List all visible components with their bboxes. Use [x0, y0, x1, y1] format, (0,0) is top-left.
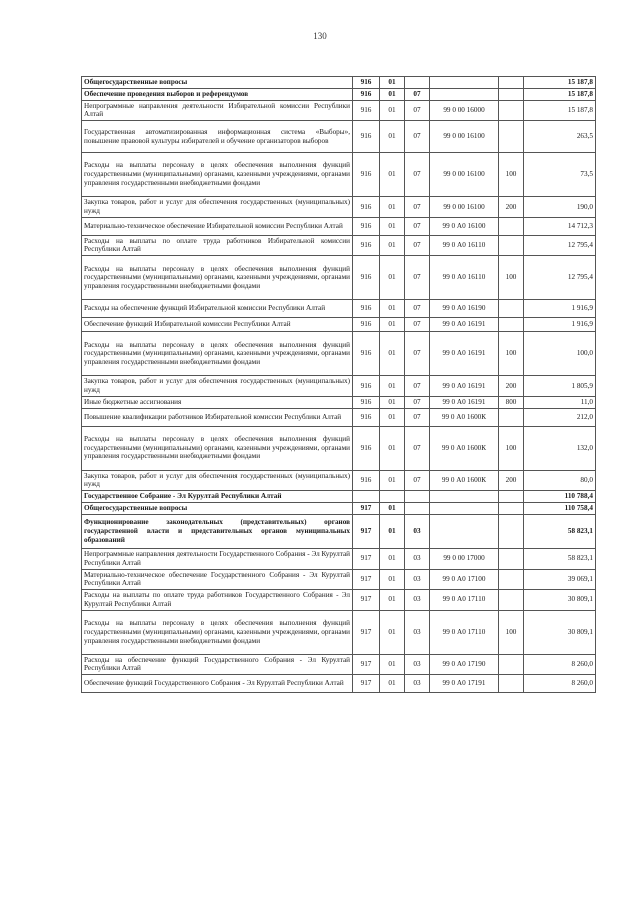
row-section-code: 01 [380, 332, 405, 376]
row-expense-type [499, 100, 524, 121]
row-target-code: 99 0 А0 17110 [430, 610, 499, 654]
row-target-code: 99 0 А0 1600К [430, 408, 499, 426]
row-name: Расходы на выплаты персоналу в целях обеспечения выполнения функций государственными (муниципальными) органами, казенными учреждениями, органами управления государственными внебюджетными фондами [82, 153, 353, 197]
row-target-code: 99 0 А0 16191 [430, 332, 499, 376]
row-name: Непрограммные направления деятельности Государственного Собрания - Эл Курултай Республики Алтай [82, 548, 353, 569]
row-expense-type [499, 77, 524, 89]
row-section-code [380, 491, 405, 503]
row-section-code: 01 [380, 675, 405, 693]
row-expense-type: 100 [499, 332, 524, 376]
row-target-code: 99 0 А0 1600К [430, 470, 499, 491]
row-subsection-code: 07 [405, 256, 430, 300]
row-ministry-code: 916 [353, 376, 380, 397]
row-target-code [430, 88, 499, 100]
table-row [82, 77, 596, 89]
row-ministry-code: 916 [353, 426, 380, 470]
row-subsection-code: 03 [405, 514, 430, 548]
row-amount: 263,5 [524, 121, 596, 153]
row-expense-type [499, 408, 524, 426]
page-number: 130 [313, 31, 327, 41]
row-amount: 15 187,8 [524, 100, 596, 121]
row-amount: 1 916,9 [524, 300, 596, 318]
row-subsection-code: 07 [405, 235, 430, 256]
row-name: Функционирование законодательных (представительных) органов государственной власти и представительных органов муниципальных образований [82, 514, 353, 548]
row-ministry-code: 916 [353, 470, 380, 491]
row-target-code [430, 503, 499, 515]
row-subsection-code: 07 [405, 121, 430, 153]
row-ministry-code: 916 [353, 256, 380, 300]
table-row [82, 569, 596, 590]
row-target-code: 99 0 00 16000 [430, 100, 499, 121]
row-name: Повышение квалификации работников Избирательной комиссии Республики Алтай [82, 408, 353, 426]
row-name: Материально-техническое обеспечение Государственного Собрания - Эл Курултай Республики Алтай [82, 569, 353, 590]
table-row [82, 470, 596, 491]
row-subsection-code: 07 [405, 332, 430, 376]
row-target-code: 99 0 А0 17110 [430, 590, 499, 611]
row-target-code: 99 0 А0 17191 [430, 675, 499, 693]
row-subsection-code: 07 [405, 408, 430, 426]
row-expense-type: 200 [499, 376, 524, 397]
row-subsection-code: 07 [405, 153, 430, 197]
row-subsection-code: 07 [405, 197, 430, 218]
row-name: Общегосударственные вопросы [82, 77, 353, 89]
row-expense-type: 800 [499, 396, 524, 408]
row-expense-type [499, 514, 524, 548]
row-ministry-code: 917 [353, 503, 380, 515]
row-amount: 190,0 [524, 197, 596, 218]
row-section-code: 01 [380, 590, 405, 611]
row-subsection-code: 03 [405, 610, 430, 654]
row-target-code [430, 491, 499, 503]
row-subsection-code: 07 [405, 300, 430, 318]
row-subsection-code: 07 [405, 470, 430, 491]
row-name: Расходы на выплаты по оплате труда работников Избирательной комиссии Республики Алтай [82, 235, 353, 256]
row-name: Расходы на выплаты персоналу в целях обеспечения выполнения функций государственными (муниципальными) органами, казенными учреждениями, органами управления государственными внебюджетными фондами [82, 256, 353, 300]
row-name: Обеспечение функций Избирательной комиссии Республики Алтай [82, 318, 353, 332]
row-name: Непрограммные направления деятельности Избирательной комиссии Республики Алтай [82, 100, 353, 121]
row-amount: 80,0 [524, 470, 596, 491]
table-row [82, 197, 596, 218]
row-name: Расходы на выплаты персоналу в целях обеспечения выполнения функций государственными (муниципальными) органами, казенными учреждениями, органами управления государственными внебюджетными фондами [82, 332, 353, 376]
row-target-code: 99 0 А0 16100 [430, 217, 499, 235]
row-name: Расходы на выплаты по оплате труда работников Государственного Собрания - Эл Курултай Республики Алтай [82, 590, 353, 611]
row-subsection-code [405, 491, 430, 503]
row-amount: 12 795,4 [524, 235, 596, 256]
row-section-code: 01 [380, 548, 405, 569]
row-target-code: 99 0 А0 17100 [430, 569, 499, 590]
table-row [82, 610, 596, 654]
row-target-code [430, 77, 499, 89]
row-target-code: 99 0 А0 16191 [430, 376, 499, 397]
row-target-code: 99 0 А0 1600К [430, 426, 499, 470]
row-expense-type [499, 318, 524, 332]
row-target-code [430, 514, 499, 548]
row-amount: 73,5 [524, 153, 596, 197]
row-amount: 110 758,4 [524, 503, 596, 515]
row-subsection-code: 03 [405, 675, 430, 693]
row-ministry-code: 916 [353, 235, 380, 256]
row-subsection-code: 03 [405, 590, 430, 611]
row-name: Закупка товаров, работ и услуг для обеспечения государственных (муниципальных) нужд [82, 470, 353, 491]
row-section-code: 01 [380, 77, 405, 89]
row-expense-type [499, 88, 524, 100]
row-expense-type [499, 548, 524, 569]
row-amount: 30 809,1 [524, 610, 596, 654]
row-ministry-code: 916 [353, 300, 380, 318]
row-amount: 1 805,9 [524, 376, 596, 397]
row-name: Государственное Собрание - Эл Курултай Республики Алтай [82, 491, 353, 503]
row-expense-type: 100 [499, 256, 524, 300]
row-ministry-code: 917 [353, 548, 380, 569]
row-expense-type [499, 235, 524, 256]
table-row [82, 318, 596, 332]
row-amount: 100,0 [524, 332, 596, 376]
row-expense-type [499, 590, 524, 611]
row-name: Расходы на выплаты персоналу в целях обеспечения выполнения функций государственными (муниципальными) органами, казенными учреждениями, органами управления государственными внебюджетными фондами [82, 426, 353, 470]
row-target-code: 99 0 А0 16191 [430, 396, 499, 408]
row-target-code: 99 0 00 17000 [430, 548, 499, 569]
row-target-code: 99 0 А0 16191 [430, 318, 499, 332]
row-ministry-code: 916 [353, 121, 380, 153]
row-ministry-code: 916 [353, 396, 380, 408]
row-ministry-code: 916 [353, 77, 380, 89]
row-target-code: 99 0 00 16100 [430, 153, 499, 197]
row-expense-type: 100 [499, 610, 524, 654]
row-section-code: 01 [380, 235, 405, 256]
row-amount: 110 788,4 [524, 491, 596, 503]
table-row [82, 426, 596, 470]
row-section-code: 01 [380, 121, 405, 153]
table-row [82, 590, 596, 611]
row-target-code: 99 0 А0 16190 [430, 300, 499, 318]
table-row [82, 376, 596, 397]
table-row [82, 491, 596, 503]
row-subsection-code: 03 [405, 548, 430, 569]
table-row [82, 654, 596, 675]
row-subsection-code: 07 [405, 318, 430, 332]
row-ministry-code: 916 [353, 408, 380, 426]
row-expense-type [499, 491, 524, 503]
row-section-code: 01 [380, 100, 405, 121]
budget-table [81, 76, 596, 693]
row-amount: 58 823,1 [524, 548, 596, 569]
table-row [82, 217, 596, 235]
row-section-code: 01 [380, 426, 405, 470]
row-section-code: 01 [380, 300, 405, 318]
row-ministry-code: 916 [353, 197, 380, 218]
row-amount: 58 823,1 [524, 514, 596, 548]
row-target-code: 99 0 00 16100 [430, 121, 499, 153]
row-amount: 39 069,1 [524, 569, 596, 590]
row-section-code: 01 [380, 318, 405, 332]
row-ministry-code: 917 [353, 569, 380, 590]
table-row [82, 235, 596, 256]
row-expense-type: 200 [499, 197, 524, 218]
row-section-code: 01 [380, 470, 405, 491]
row-name: Закупка товаров, работ и услуг для обеспечения государственных (муниципальных) нужд [82, 376, 353, 397]
row-name: Закупка товаров, работ и услуг для обеспечения государственных (муниципальных) нужд [82, 197, 353, 218]
table-row [82, 256, 596, 300]
row-amount: 132,0 [524, 426, 596, 470]
row-expense-type [499, 569, 524, 590]
row-expense-type [499, 300, 524, 318]
row-name: Расходы на выплаты персоналу в целях обеспечения выполнения функций государственными (муниципальными) органами, казенными учреждениями, органами управления государственными внебюджетными фондами [82, 610, 353, 654]
row-name: Обеспечение проведения выборов и референдумов [82, 88, 353, 100]
row-ministry-code: 916 [353, 318, 380, 332]
table-row [82, 408, 596, 426]
row-name: Материально-техническое обеспечение Избирательной комиссии Республики Алтай [82, 217, 353, 235]
row-subsection-code [405, 503, 430, 515]
row-subsection-code: 07 [405, 376, 430, 397]
row-ministry-code: 916 [353, 88, 380, 100]
row-subsection-code: 07 [405, 100, 430, 121]
row-ministry-code: 916 [353, 100, 380, 121]
row-name: Иные бюджетные ассигнования [82, 396, 353, 408]
row-subsection-code: 07 [405, 396, 430, 408]
row-expense-type [499, 654, 524, 675]
row-target-code: 99 0 00 16100 [430, 197, 499, 218]
row-section-code: 01 [380, 153, 405, 197]
row-name: Расходы на обеспечение функций Государственного Собрания - Эл Курултай Республики Алтай [82, 654, 353, 675]
table-row [82, 332, 596, 376]
row-amount: 30 809,1 [524, 590, 596, 611]
row-expense-type [499, 675, 524, 693]
budget-table-body [82, 77, 596, 693]
row-section-code: 01 [380, 197, 405, 218]
row-amount: 15 187,8 [524, 77, 596, 89]
row-amount: 12 795,4 [524, 256, 596, 300]
table-row [82, 548, 596, 569]
row-expense-type [499, 217, 524, 235]
row-section-code: 01 [380, 569, 405, 590]
row-subsection-code: 07 [405, 88, 430, 100]
row-name: Обеспечение функций Государственного Собрания - Эл Курултай Республики Алтай [82, 675, 353, 693]
row-ministry-code: 916 [353, 332, 380, 376]
row-name: Государственная автоматизированная информационная система «Выборы», повышение правовой культуры избирателей и обучение организаторов выборов [82, 121, 353, 153]
row-ministry-code: 917 [353, 514, 380, 548]
row-subsection-code: 07 [405, 426, 430, 470]
row-section-code: 01 [380, 514, 405, 548]
row-amount: 14 712,3 [524, 217, 596, 235]
row-section-code: 01 [380, 88, 405, 100]
row-ministry-code: 917 [353, 590, 380, 611]
row-section-code: 01 [380, 654, 405, 675]
row-section-code: 01 [380, 376, 405, 397]
row-section-code: 01 [380, 503, 405, 515]
row-section-code: 01 [380, 408, 405, 426]
row-target-code: 99 0 А0 17190 [430, 654, 499, 675]
row-expense-type [499, 121, 524, 153]
row-expense-type: 100 [499, 153, 524, 197]
row-amount: 11,0 [524, 396, 596, 408]
table-row [82, 503, 596, 515]
table-row [82, 396, 596, 408]
row-name: Расходы на обеспечение функций Избирательной комиссии Республики Алтай [82, 300, 353, 318]
row-target-code: 99 0 А0 16110 [430, 235, 499, 256]
row-subsection-code: 03 [405, 569, 430, 590]
row-expense-type [499, 503, 524, 515]
table-row [82, 675, 596, 693]
table-row [82, 514, 596, 548]
row-ministry-code: 917 [353, 675, 380, 693]
table-row [82, 88, 596, 100]
row-expense-type: 100 [499, 426, 524, 470]
table-row [82, 121, 596, 153]
row-ministry-code: 917 [353, 654, 380, 675]
row-ministry-code [353, 491, 380, 503]
row-section-code: 01 [380, 217, 405, 235]
row-target-code: 99 0 А0 16110 [430, 256, 499, 300]
table-row [82, 153, 596, 197]
row-amount: 8 260,0 [524, 675, 596, 693]
row-ministry-code: 916 [353, 153, 380, 197]
row-ministry-code: 917 [353, 610, 380, 654]
row-subsection-code: 07 [405, 217, 430, 235]
row-amount: 212,0 [524, 408, 596, 426]
row-ministry-code: 916 [353, 217, 380, 235]
row-amount: 1 916,9 [524, 318, 596, 332]
row-expense-type: 200 [499, 470, 524, 491]
row-amount: 15 187,8 [524, 88, 596, 100]
row-subsection-code: 03 [405, 654, 430, 675]
table-row [82, 300, 596, 318]
row-name: Общегосударственные вопросы [82, 503, 353, 515]
row-section-code: 01 [380, 256, 405, 300]
table-row [82, 100, 596, 121]
row-amount: 8 260,0 [524, 654, 596, 675]
row-subsection-code [405, 77, 430, 89]
row-section-code: 01 [380, 396, 405, 408]
row-section-code: 01 [380, 610, 405, 654]
